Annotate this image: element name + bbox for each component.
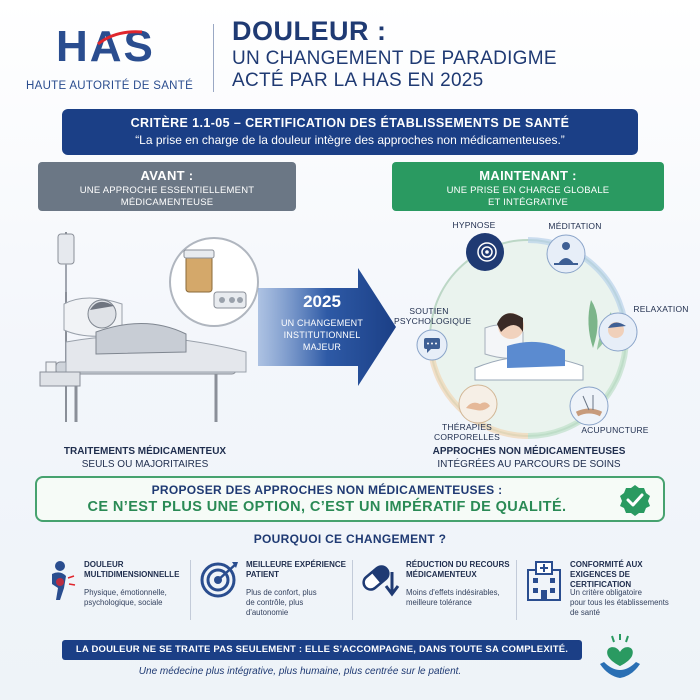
caring-hands-icon: [594, 634, 646, 686]
maintenant-caption-1: APPROCHES NON MÉDICAMENTEUSES: [432, 446, 626, 457]
target-icon: [200, 558, 240, 602]
arrow-year: 2025: [303, 292, 341, 311]
reason-desc-1: Un critère obligatoire: [570, 588, 642, 597]
reason-desc: [570, 588, 680, 618]
avant-subtitle-1: UNE APPROCHE ESSENTIELLEMENT: [79, 185, 255, 196]
maintenant-caption-2: INTÉGRÉES AU PARCOURS DE SOINS: [437, 459, 621, 470]
label-soutien-2: PSYCHOLOGIQUE: [394, 316, 472, 326]
reason-title-1: RÉDUCTION DU RECOURS: [406, 560, 510, 569]
label-therapies-1: THÉRAPIES: [442, 422, 492, 432]
label-meditation: MÉDITATION: [548, 221, 602, 231]
avant-caption-1: TRAITEMENTS MÉDICAMENTEUX: [63, 446, 227, 457]
acupuncture-icon: [569, 386, 609, 426]
reason-item: [38, 558, 188, 628]
reason-title-2: MÉDICAMENTEUX: [406, 570, 477, 579]
reason-title-2: EXIGENCES DE CERTIFICATION: [570, 570, 632, 589]
arrow-line-2: INSTITUTIONNEL: [283, 330, 361, 340]
label-hypnose: HYPNOSE: [452, 220, 496, 230]
has-logo: [26, 22, 206, 96]
reason-item: [360, 558, 520, 628]
reason-desc-2: de contrôle, plus: [246, 598, 304, 607]
label-soutien-1: SOUTIEN: [409, 306, 449, 316]
arrow-line-3: MAJEUR: [302, 342, 342, 352]
reason-desc: [406, 588, 516, 608]
label-therapies-2: CORPORELLES: [434, 432, 500, 442]
reason-desc-1: Plus de confort, plus: [246, 588, 317, 597]
reason-item: [524, 558, 684, 628]
header-divider: [213, 24, 214, 92]
reason-desc-1: Moins d'effets indésirables,: [406, 588, 500, 597]
label-soutien: [394, 306, 472, 326]
reason-desc: [246, 588, 356, 618]
reason-divider: [516, 560, 517, 620]
arrow-text: [272, 317, 372, 353]
reason-title: [406, 560, 516, 580]
pill-down-icon: [360, 558, 400, 602]
reason-divider: [190, 560, 191, 620]
maintenant-subtitle-1: UNE PRISE EN CHARGE GLOBALE: [446, 185, 610, 196]
reason-desc-2: meilleure tolérance: [406, 598, 472, 607]
therapies-corporelles-icon: [458, 384, 498, 424]
label-therapies: [432, 422, 502, 442]
reason-title-1: CONFORMITÉ AUX: [570, 560, 643, 569]
logo-subtitle: HAUTE AUTORITÉ DE SANTÉ: [26, 80, 194, 92]
check-badge-icon: [619, 484, 651, 516]
reason-title: [84, 560, 194, 580]
propose-line-2: CE N’EST PLUS UNE OPTION, C’EST UN IMPÉRATIF DE QUALITÉ.: [87, 499, 567, 515]
patient-bed-illustration: [36, 222, 270, 432]
propose-line-1: PROPOSER DES APPROCHES NON MÉDICAMENTEUSES :: [151, 483, 503, 497]
reason-title: [570, 560, 680, 590]
maintenant-title: MAINTENANT :: [479, 168, 577, 183]
meditation-icon: [546, 234, 586, 274]
subtitle-line-1: UN CHANGEMENT DE PARADIGME: [232, 48, 557, 69]
avant-subtitle-2: MÉDICAMENTEUSE: [120, 197, 214, 208]
maintenant-header: [392, 162, 664, 211]
reason-title-2: PATIENT: [246, 570, 280, 579]
reason-desc: [84, 588, 194, 608]
relaxation-icon: [598, 312, 638, 352]
logo-letters: HAS: [56, 22, 155, 71]
criteria-banner: [62, 109, 638, 155]
avant-caption-2: SEULS OU MAJORITAIRES: [81, 459, 209, 470]
criteria-quote: “La prise en charge de la douleur intègre des approches non médicamenteuses.”: [135, 133, 565, 147]
subtitle-line-2: ACTÉ PAR LA HAS EN 2025: [232, 70, 484, 91]
reason-divider: [352, 560, 353, 620]
logo-swoosh-icon: [96, 28, 146, 48]
reason-desc-1: Physique, émotionnelle,: [84, 588, 167, 597]
reason-desc-2: pour tous les établissements: [570, 598, 669, 607]
footer-bar: LA DOULEUR NE SE TRAITE PAS SEULEMENT : ELLE S’ACCOMPAGNE, DANS TOUTE SA COMPLEXITÉ.: [62, 640, 582, 660]
avant-header: [38, 162, 296, 211]
page-subtitle: [232, 48, 557, 92]
hypnose-icon: [465, 232, 505, 272]
person-pain-icon: [38, 558, 78, 602]
reason-title: [246, 560, 356, 580]
arrow-line-1: UN CHANGEMENT: [280, 318, 364, 328]
reason-title-1: MEILLEURE EXPÉRIENCE: [246, 560, 347, 569]
reason-item: [200, 558, 350, 628]
page-title: DOULEUR :: [232, 16, 387, 46]
soutien-psychologique-icon: [416, 329, 448, 361]
reason-title-1: DOULEUR: [84, 560, 124, 569]
label-relaxation: RELAXATION: [633, 304, 689, 314]
maintenant-subtitle-2: ET INTÉGRATIVE: [487, 197, 569, 208]
reason-title-2: MULTIDIMENSIONNELLE: [84, 570, 180, 579]
criteria-title: CRITÈRE 1.1-05 – CERTIFICATION DES ÉTABLISSEMENTS DE SANTÉ: [130, 116, 570, 130]
footer-tagline: Une médecine plus intégrative, plus humaine, plus centrée sur le patient.: [138, 666, 462, 677]
label-acupuncture: ACUPUNCTURE: [581, 425, 649, 435]
propose-banner: [35, 476, 665, 522]
avant-title: AVANT :: [140, 168, 194, 183]
why-title: POURQUOI CE CHANGEMENT ?: [253, 532, 447, 546]
hospital-icon: [524, 558, 564, 602]
reason-desc-2: psychologique, sociale: [84, 598, 163, 607]
reason-desc-3: de santé: [570, 608, 600, 617]
reason-desc-3: d'autonomie: [246, 608, 289, 617]
